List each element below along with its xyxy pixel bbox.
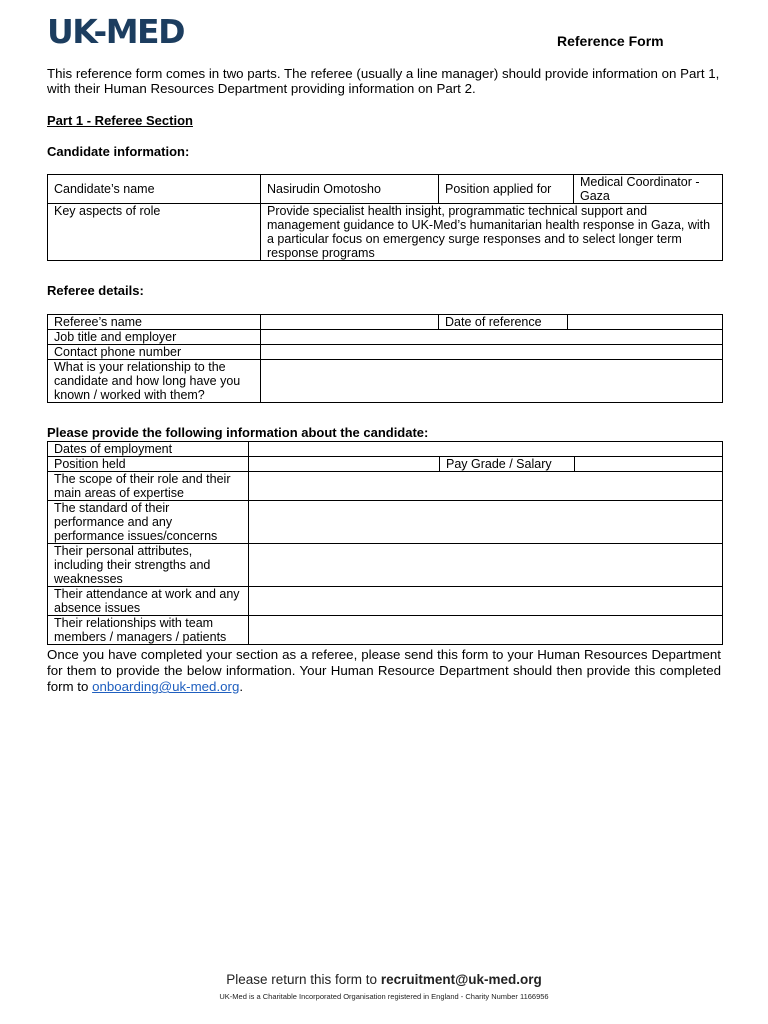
candidate-details-heading: Please provide the following information about the candidate: [47, 425, 429, 440]
closing-text: Once you have completed your section as a referee, please send this form to your Human Resources Department for them to provide the below information. Your Human Resource Department should then provide this completed form to [47, 647, 721, 694]
table-row [48, 442, 723, 457]
footer-return-text: Please return this form to [226, 972, 381, 987]
relationship-field[interactable] [261, 360, 723, 403]
onboarding-email-link[interactable]: onboarding@uk-med.org [92, 679, 240, 694]
intro-paragraph: This reference form comes in two parts. The referee (usually a line manager) should provide information on Part 1, with their Human Resources Department providing information on Part 2. [47, 66, 720, 96]
performance-label: The standard of their performance and any performance issues/concerns [48, 501, 249, 544]
scope-of-role-field[interactable] [249, 472, 723, 501]
key-aspects-field[interactable]: Provide specialist health insight, programmatic technical support and management guidance to UK-Med’s humanitarian health response in Gaza, with a particular focus on emergency surge responses and to select longer term response programs [261, 204, 723, 261]
pay-grade-label: Pay Grade / Salary [440, 457, 575, 472]
table-row [48, 315, 723, 330]
table-row [48, 501, 723, 544]
dates-of-employment-label: Dates of employment [48, 442, 249, 457]
position-applied-field[interactable]: Medical Coordinator - Gaza [574, 175, 723, 204]
date-of-reference-label: Date of reference [439, 315, 568, 330]
date-of-reference-field[interactable] [568, 315, 723, 330]
uk-med-logo [47, 14, 184, 50]
attendance-label: Their attendance at work and any absence issues [48, 587, 249, 616]
performance-field[interactable] [249, 501, 723, 544]
attendance-field[interactable] [249, 587, 723, 616]
footer-charity-line: UK-Med is a Charitable Incorporated Organisation registered in England - Charity Number 1166956 [219, 992, 549, 1001]
job-title-label: Job title and employer [48, 330, 261, 345]
table-row [48, 616, 723, 645]
position-held-label: Position held [48, 457, 249, 472]
candidate-name-field[interactable]: Nasirudin Omotosho [261, 175, 439, 204]
key-aspects-label: Key aspects of role [48, 204, 261, 261]
referee-name-field[interactable] [261, 315, 439, 330]
table-row [48, 587, 723, 616]
table-row [48, 472, 723, 501]
pay-grade-field[interactable] [575, 457, 723, 472]
personal-attributes-label: Their personal attributes, including their strengths and weaknesses [48, 544, 249, 587]
table-row [48, 345, 723, 360]
footer-return-line [0, 972, 768, 988]
closing-paragraph [47, 647, 721, 695]
table-row [48, 360, 723, 403]
logo-text: UK-MED [47, 12, 184, 51]
table-row [48, 544, 723, 587]
form-title: Reference Form [557, 33, 664, 49]
referee-details-heading: Referee details: [47, 283, 144, 298]
footer-return-email: recruitment@uk-med.org [380, 972, 542, 987]
table-row [48, 204, 723, 261]
position-held-field[interactable] [249, 457, 440, 472]
relationship-label: What is your relationship to the candidate and how long have you known / worked with them? [48, 360, 261, 403]
referee-name-label: Referee’s name [48, 315, 261, 330]
part1-heading: Part 1 - Referee Section [47, 113, 193, 128]
scope-of-role-label: The scope of their role and their main areas of expertise [48, 472, 249, 501]
candidate-name-label: Candidate’s name [48, 175, 261, 204]
candidate-info-table [47, 174, 723, 261]
personal-attributes-field[interactable] [249, 544, 723, 587]
candidate-info-heading: Candidate information: [47, 144, 190, 159]
table-row [48, 457, 723, 472]
team-relationships-field[interactable] [249, 616, 723, 645]
job-title-field[interactable] [261, 330, 723, 345]
candidate-details-table [47, 441, 723, 645]
referee-details-table [47, 314, 723, 403]
table-row [48, 175, 723, 204]
contact-phone-field[interactable] [261, 345, 723, 360]
position-applied-label: Position applied for [439, 175, 574, 204]
closing-end: . [239, 679, 244, 694]
contact-phone-label: Contact phone number [48, 345, 261, 360]
table-row [48, 330, 723, 345]
team-relationships-label: Their relationships with team members / managers / patients [48, 616, 249, 645]
dates-of-employment-field[interactable] [249, 442, 723, 457]
